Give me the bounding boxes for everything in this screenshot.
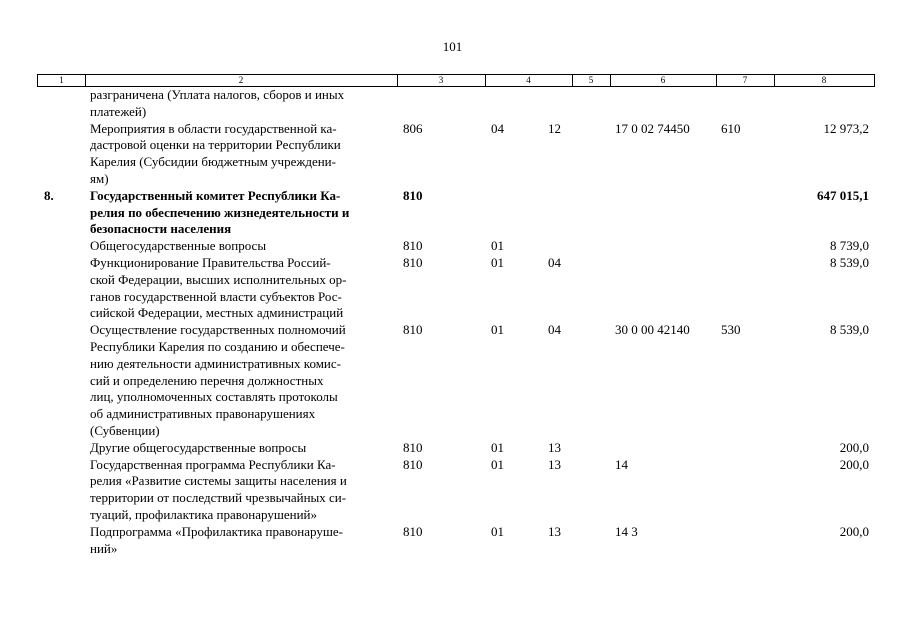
header-col-7: 7 <box>742 75 748 85</box>
code-subsection: 13 <box>548 523 561 539</box>
row-name-line: Осуществление государственных полномочий <box>90 322 346 338</box>
table-row <box>0 524 905 558</box>
table-row <box>0 188 905 238</box>
row-name-line: Подпрограмма «Профилактика правонаруше- <box>90 523 343 539</box>
table-row <box>0 322 905 440</box>
row-number: 8. <box>44 187 54 203</box>
row-name-line: нию деятельности административных комис- <box>90 355 341 371</box>
table-row <box>0 87 905 121</box>
table-row <box>0 238 905 255</box>
header-col-8: 8 <box>821 75 827 85</box>
code-section: 01 <box>491 456 504 472</box>
amount: 8 539,0 <box>830 254 869 270</box>
code-target-article: 14 <box>615 456 628 472</box>
code-section: 01 <box>491 439 504 455</box>
header-col-1: 1 <box>59 75 64 85</box>
code-ministry: 806 <box>403 120 423 136</box>
table-row <box>0 121 905 188</box>
header-col-3: 3 <box>438 75 444 85</box>
code-section: 01 <box>491 322 504 338</box>
header-col-6: 6 <box>660 75 666 85</box>
header-col-2: 2 <box>238 75 244 85</box>
code-ministry: 810 <box>403 187 423 203</box>
table-row <box>0 255 905 322</box>
row-name <box>90 121 395 188</box>
row-name-line: разграничена (Уплата налогов, сборов и иных <box>90 87 345 102</box>
code-subsection: 04 <box>548 254 561 270</box>
header-col-4: 4 <box>526 75 531 85</box>
row-name-line: лиц, уполномоченных составлять протоколы <box>90 389 338 405</box>
code-section: 01 <box>491 254 504 270</box>
amount: 200,0 <box>839 523 869 539</box>
code-subsection: 13 <box>548 439 561 455</box>
row-name-line: (Субвенции) <box>90 422 160 438</box>
row-name <box>90 87 395 121</box>
row-name <box>90 524 395 558</box>
row-name-line: Республики Карелия по созданию и обеспече- <box>90 338 345 354</box>
row-name-line: Карелия (Субсидии бюджетным учреждени- <box>90 154 336 170</box>
row-name-line: Функционирование Правительства Россий- <box>90 254 331 270</box>
code-subsection: 12 <box>548 120 561 136</box>
code-section: 04 <box>491 120 504 136</box>
code-ministry: 810 <box>403 322 423 338</box>
code-subsection: 13 <box>548 456 561 472</box>
row-name-line: безопасности населения <box>90 221 232 237</box>
row-name <box>90 188 395 238</box>
row-name-line: сий и определению перечня должностных <box>90 372 324 388</box>
code-ministry: 810 <box>403 439 423 455</box>
amount: 12 973,2 <box>823 120 869 136</box>
table-body <box>0 87 905 557</box>
row-name-line: ганов государственной власти субъектов Рос- <box>90 288 342 304</box>
code-section: 01 <box>491 238 504 254</box>
code-section: 01 <box>491 523 504 539</box>
code-target-article: 14 3 <box>615 523 638 539</box>
header-col-5: 5 <box>588 75 594 85</box>
code-ministry: 810 <box>403 238 423 254</box>
row-name-line: Другие общегосударственные вопросы <box>90 439 307 455</box>
row-name-line: Государственная программа Республики Ка- <box>90 456 336 472</box>
amount: 200,0 <box>839 439 869 455</box>
row-name-line: территории от последствий чрезвычайных си- <box>90 490 347 506</box>
row-name <box>90 238 395 255</box>
amount: 8 539,0 <box>830 322 869 338</box>
row-name-line: релия по обеспечению жизнедеятельности и <box>90 204 350 220</box>
amount: 647 015,1 <box>817 187 869 203</box>
row-name <box>90 255 395 322</box>
row-name-line: туаций, профилактика правонарушений» <box>90 506 317 522</box>
code-subsection: 04 <box>548 322 561 338</box>
row-name-line: дастровой оценки на территории Республики <box>90 137 341 153</box>
table-row <box>0 440 905 457</box>
row-name-line: ской Федерации, высших исполнительных ор- <box>90 271 347 287</box>
amount: 200,0 <box>839 456 869 472</box>
amount: 8 739,0 <box>830 238 869 254</box>
code-ministry: 810 <box>403 254 423 270</box>
row-name-line: Мероприятия в области государственной ка- <box>90 120 337 136</box>
code-expense-type: 610 <box>721 120 741 136</box>
row-name-line: релия «Развитие системы защиты населения и <box>90 473 347 489</box>
table-header <box>37 74 875 87</box>
row-name-line: ний» <box>90 540 118 556</box>
code-expense-type: 530 <box>721 322 741 338</box>
row-name-line: сийской Федерации, местных администраций <box>90 305 344 321</box>
row-name <box>90 322 395 440</box>
code-target-article: 17 0 02 74450 <box>615 120 690 136</box>
row-name <box>90 440 395 457</box>
row-name-line: Общегосударственные вопросы <box>90 238 267 254</box>
page-number: 101 <box>442 39 463 54</box>
row-name <box>90 457 395 524</box>
row-name-line: об административных правонарушениях <box>90 406 316 422</box>
code-ministry: 810 <box>403 456 423 472</box>
table-row <box>0 457 905 524</box>
row-name-line: платежей) <box>90 103 147 119</box>
row-name-line: Государственный комитет Республики Ка- <box>90 187 341 203</box>
code-target-article: 30 0 00 42140 <box>615 322 690 338</box>
row-name-line: ям) <box>90 170 109 186</box>
code-ministry: 810 <box>403 523 423 539</box>
